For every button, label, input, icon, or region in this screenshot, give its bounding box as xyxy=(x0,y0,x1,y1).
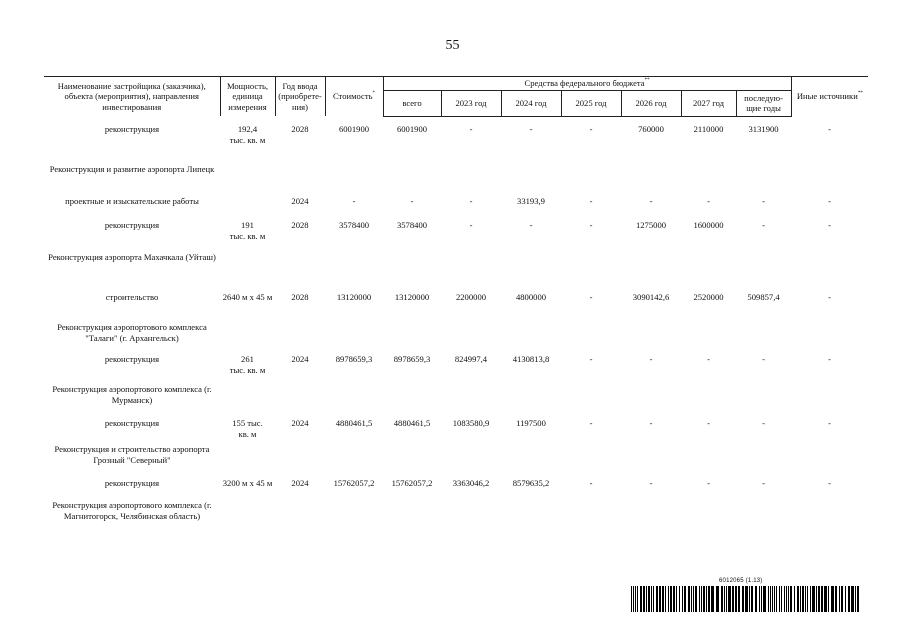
empty-cell xyxy=(220,384,275,418)
empty-cell xyxy=(791,444,868,478)
cell-other: - xyxy=(828,478,832,488)
empty-cell xyxy=(325,444,383,478)
empty-cell xyxy=(561,322,621,354)
object-title-row xyxy=(44,322,868,354)
empty-cell xyxy=(275,322,325,354)
empty-cell xyxy=(325,500,383,540)
cell-later: - xyxy=(762,196,765,206)
empty-cell xyxy=(441,322,501,354)
cell-y2024: 4130813,8 xyxy=(512,354,550,364)
cell-cost: 3578400 xyxy=(338,220,370,230)
cell-later: - xyxy=(762,354,765,364)
row-name: проектные и изыскательские работы xyxy=(65,196,199,206)
document-code: 6012065 (1.13) xyxy=(719,578,763,584)
cell-cost: - xyxy=(352,196,356,206)
table-row xyxy=(44,478,868,500)
header-federal-budget xyxy=(383,77,791,91)
header-2026: 2026 год xyxy=(621,90,681,116)
empty-cell xyxy=(220,322,275,354)
empty-cell xyxy=(383,164,441,196)
cell-cost: 4880461,5 xyxy=(335,418,373,428)
cell-y2025: - xyxy=(589,478,593,488)
cell-capacity xyxy=(220,196,275,220)
cell-other: - xyxy=(828,292,832,302)
cell-capacity: 2640 м х 45 м xyxy=(222,292,273,302)
cell-y2026: - xyxy=(649,354,653,364)
cell-year: 2024 xyxy=(291,418,309,428)
empty-cell xyxy=(621,322,681,354)
cell-y2025: - xyxy=(589,196,593,206)
cell-year: 2024 xyxy=(291,478,309,488)
empty-cell xyxy=(621,500,681,540)
empty-cell xyxy=(325,384,383,418)
header-name: Наименование застройщика (заказчика), объекта (мероприятия), направления инвестирования xyxy=(44,77,220,117)
object-title: Реконструкция аэропортового комплекса (г. Магнитогорск, Челябинская область) xyxy=(52,500,212,521)
table-row xyxy=(44,124,868,164)
empty-cell xyxy=(736,444,791,478)
cell-total: 13120000 xyxy=(394,292,430,302)
empty-cell xyxy=(441,252,501,292)
object-title-row xyxy=(44,500,868,540)
cell-later: - xyxy=(762,478,765,488)
header-2027: 2027 год xyxy=(681,90,736,116)
cell-y2023: 3363046,2 xyxy=(452,478,490,488)
empty-cell xyxy=(791,384,868,418)
empty-cell xyxy=(501,384,561,418)
table-row xyxy=(44,220,868,252)
empty-cell xyxy=(561,500,621,540)
empty-cell xyxy=(441,444,501,478)
empty-cell xyxy=(275,384,325,418)
header-year: Год ввода (приобрете-ния) xyxy=(275,77,325,117)
cell-y2026: - xyxy=(649,196,653,206)
table-header xyxy=(44,77,868,125)
header-2025: 2025 год xyxy=(561,90,621,116)
header-federal-label: Средства федерального бюджета xyxy=(524,78,645,88)
cell-y2027: - xyxy=(707,196,710,206)
empty-cell xyxy=(275,252,325,292)
empty-cell xyxy=(220,500,275,540)
cell-capacity: 3200 м х 45 м xyxy=(222,478,273,488)
empty-cell xyxy=(561,252,621,292)
cell-y2025: - xyxy=(589,292,593,302)
empty-cell xyxy=(791,164,868,196)
empty-cell xyxy=(275,164,325,196)
cell-year: 2028 xyxy=(291,220,309,230)
empty-cell xyxy=(501,500,561,540)
header-cost xyxy=(325,77,383,117)
cell-year: 2024 xyxy=(291,196,309,206)
cell-y2023: 824997,4 xyxy=(454,354,488,364)
empty-cell xyxy=(736,164,791,196)
object-title: Реконструкция аэропортового комплекса (г. Мурманск) xyxy=(52,384,212,405)
header-capacity: Мощность, единица измерения xyxy=(220,77,275,117)
empty-cell xyxy=(621,164,681,196)
cell-y2027: - xyxy=(707,418,710,428)
object-title-row xyxy=(44,164,868,196)
cell-y2026: - xyxy=(649,478,653,488)
cell-later: - xyxy=(762,220,765,230)
cell-y2023: 1083580,9 xyxy=(452,418,490,428)
table-row xyxy=(44,354,868,384)
empty-cell xyxy=(621,384,681,418)
cell-y2025: - xyxy=(589,354,593,364)
table-row xyxy=(44,196,868,220)
cell-y2024: - xyxy=(529,124,533,134)
empty-cell xyxy=(736,322,791,354)
cell-cost: 8978659,3 xyxy=(335,354,373,364)
cell-y2023: 2200000 xyxy=(455,292,487,302)
cell-total: 8978659,3 xyxy=(393,354,431,364)
cell-y2024: 1197500 xyxy=(516,418,546,428)
empty-cell xyxy=(441,384,501,418)
cell-y2027: - xyxy=(707,478,710,488)
header-2023: 2023 год xyxy=(441,90,501,116)
cell-y2027: - xyxy=(707,354,710,364)
cell-cost: 6001900 xyxy=(338,124,370,134)
cell-later: - xyxy=(762,418,765,428)
cell-y2027: 2520000 xyxy=(693,292,724,302)
cell-y2024: 8579635,2 xyxy=(512,478,550,488)
header-other-label: Иные источники xyxy=(796,91,858,102)
header-federal-mark: ** xyxy=(644,78,650,83)
empty-cell xyxy=(220,164,275,196)
empty-cell xyxy=(561,384,621,418)
empty-cell xyxy=(220,252,275,292)
cell-year: 2028 xyxy=(291,124,309,134)
cell-y2026: 3090142,6 xyxy=(632,292,670,302)
cell-y2026: 760000 xyxy=(638,124,664,134)
header-other-sources xyxy=(791,77,868,117)
cell-capacity: 155 тыс. кв. м xyxy=(232,418,263,439)
empty-cell xyxy=(736,500,791,540)
cell-y2025: - xyxy=(589,124,593,134)
cell-y2025: - xyxy=(589,220,593,230)
cell-cost: 15762057,2 xyxy=(333,478,375,488)
cell-year: 2028 xyxy=(291,292,309,302)
empty-cell xyxy=(275,444,325,478)
object-title: Реконструкция и строительство аэропорта Грозный "Северный" xyxy=(54,444,210,465)
cell-y2024: 4800000 xyxy=(515,292,547,302)
empty-cell xyxy=(501,252,561,292)
empty-cell xyxy=(681,164,736,196)
cell-capacity: 192,4 тыс. кв. м xyxy=(229,124,266,145)
cell-later: 509857,4 xyxy=(747,292,780,302)
empty-cell xyxy=(275,500,325,540)
empty-cell xyxy=(325,164,383,196)
cell-y2025: - xyxy=(589,418,593,428)
row-name: реконструкция xyxy=(104,418,160,428)
investment-table xyxy=(44,76,868,540)
cell-y2026: 1275000 xyxy=(635,220,667,230)
cell-y2024: 33193,9 xyxy=(517,196,545,206)
empty-cell xyxy=(325,322,383,354)
barcode-image xyxy=(631,586,860,612)
cell-year: 2024 xyxy=(291,354,309,364)
cell-total: 3578400 xyxy=(396,220,428,230)
empty-cell xyxy=(383,500,441,540)
cell-y2023: - xyxy=(469,196,473,206)
cell-cost: 13120000 xyxy=(336,292,372,302)
empty-cell xyxy=(681,322,736,354)
cell-other: - xyxy=(828,124,832,134)
empty-cell xyxy=(501,164,561,196)
empty-cell xyxy=(791,500,868,540)
cell-y2023: - xyxy=(469,220,473,230)
object-title: Реконструкция и развитие аэропорта Липецк xyxy=(49,164,215,174)
cell-total: 4880461,5 xyxy=(393,418,431,428)
empty-cell xyxy=(501,322,561,354)
row-name: реконструкция xyxy=(104,220,160,230)
table-row xyxy=(44,292,868,322)
empty-cell xyxy=(561,164,621,196)
header-2024: 2024 год xyxy=(501,90,561,116)
empty-cell xyxy=(791,252,868,292)
empty-cell xyxy=(736,252,791,292)
row-name: реконструкция xyxy=(104,354,160,364)
empty-cell xyxy=(791,322,868,354)
object-title-row xyxy=(44,252,868,292)
cell-y2027: 2110000 xyxy=(693,124,724,134)
row-name: реконструкция xyxy=(104,478,160,488)
empty-cell xyxy=(383,444,441,478)
cell-other: - xyxy=(828,418,832,428)
empty-cell xyxy=(383,252,441,292)
cell-other: - xyxy=(828,196,832,206)
cell-y2027: 1600000 xyxy=(693,220,724,230)
empty-cell xyxy=(621,252,681,292)
empty-cell xyxy=(383,384,441,418)
header-cost-label: Стоимость xyxy=(332,91,373,102)
empty-cell xyxy=(561,444,621,478)
cell-total: - xyxy=(410,196,414,206)
cell-total: 6001900 xyxy=(396,124,428,134)
table-body xyxy=(44,124,868,540)
cell-capacity: 191 тыс. кв. м xyxy=(229,220,266,241)
empty-cell xyxy=(441,164,501,196)
cell-y2023: - xyxy=(469,124,473,134)
cell-other: - xyxy=(828,354,832,364)
cell-capacity: 261 тыс. кв. м xyxy=(229,354,266,375)
header-cost-mark: * xyxy=(372,91,376,97)
empty-cell xyxy=(681,384,736,418)
page-number: 55 xyxy=(445,38,460,53)
empty-cell xyxy=(325,252,383,292)
empty-cell xyxy=(681,252,736,292)
header-other-mark: ** xyxy=(857,91,863,97)
empty-cell xyxy=(501,444,561,478)
empty-cell xyxy=(681,500,736,540)
cell-y2026: - xyxy=(649,418,653,428)
object-title: Реконструкция аэропорта Махачкала (Уйташ) xyxy=(48,252,216,262)
object-title-row xyxy=(44,384,868,418)
cell-total: 15762057,2 xyxy=(391,478,433,488)
cell-y2024: - xyxy=(529,220,533,230)
table-row xyxy=(44,418,868,444)
empty-cell xyxy=(681,444,736,478)
object-title: Реконструкция аэропортового комплекса "Талаги" (г. Архангельск) xyxy=(57,322,207,343)
cell-other: - xyxy=(828,220,832,230)
empty-cell xyxy=(621,444,681,478)
object-title-row xyxy=(44,444,868,478)
empty-cell xyxy=(736,384,791,418)
empty-cell xyxy=(383,322,441,354)
row-name: строительство xyxy=(105,292,159,302)
header-later: последую-щие годы xyxy=(736,90,791,116)
cell-later: 3131900 xyxy=(748,124,779,134)
empty-cell xyxy=(441,500,501,540)
row-name: реконструкция xyxy=(104,124,160,134)
header-total: всего xyxy=(383,90,441,116)
empty-cell xyxy=(220,444,275,478)
